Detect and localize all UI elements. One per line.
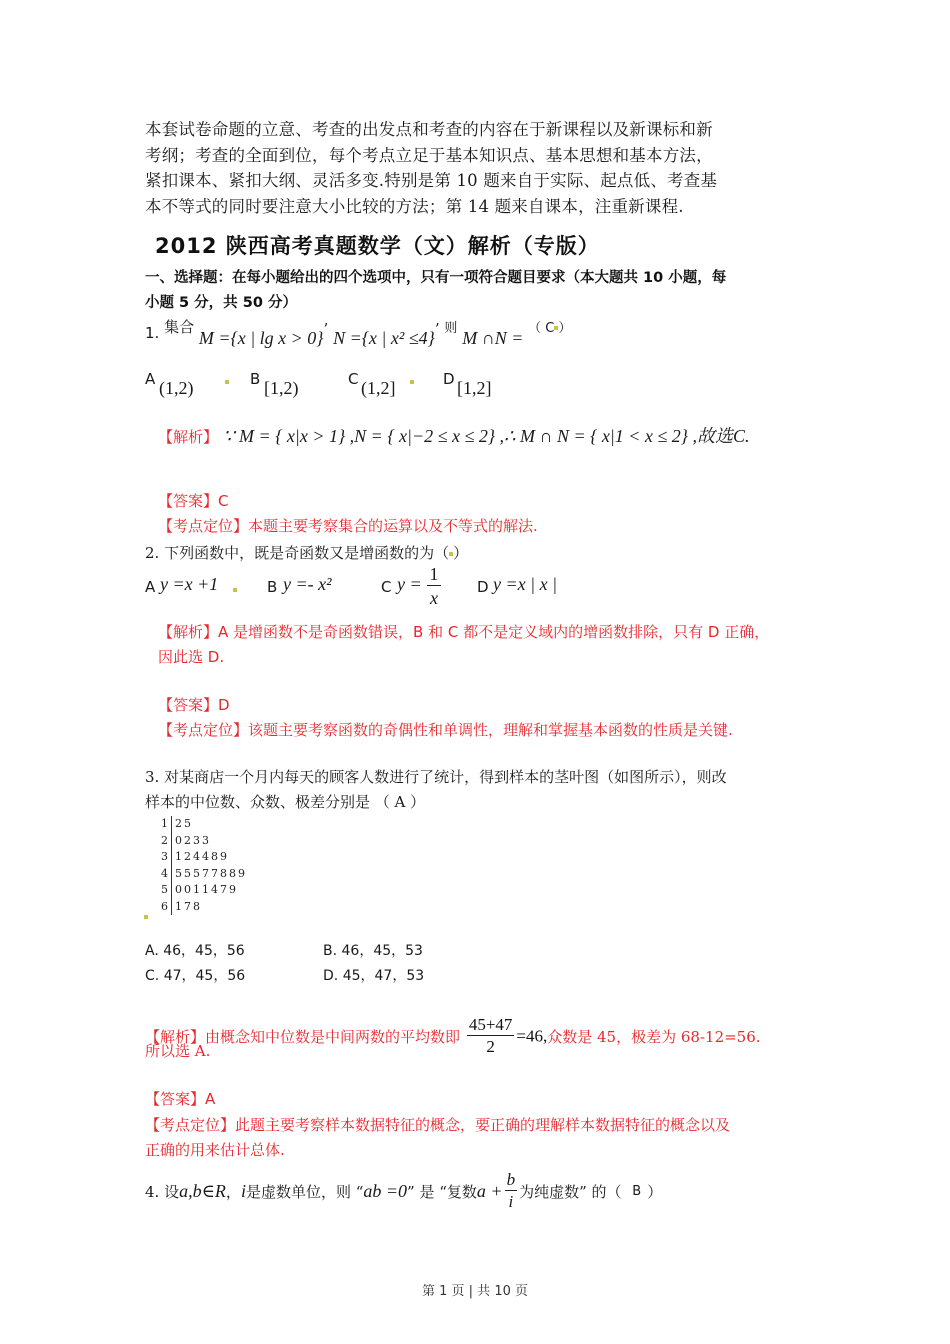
option-value: [1,2) [264,378,299,398]
marker-dot [144,915,148,919]
point-label: 【考点定位】 [158,517,249,535]
option-value: y =- x² [283,574,332,594]
stem-leaf-row [156,833,247,850]
stem-leaf-row [156,816,247,833]
option-value: y =x +1 [160,574,219,594]
stem: 1 [156,816,172,833]
intro-paragraph [145,117,815,219]
intro-line: 紧扣课本、紧扣大纲、灵活多变.特别是第 10 题来自于实际、起点低、考查基 [145,171,718,190]
analysis-text: 由概念知中位数是中间两数的平均数即 [205,1028,461,1046]
option-value: y = [397,574,422,594]
option-value: 46，45，53 [341,943,423,959]
analysis-label: 【解析】 [158,623,219,641]
option-letter: D. [323,968,339,984]
question-3-analysis [145,1015,761,1058]
option-letter: A. [145,943,159,959]
answer-value: A [205,1090,216,1108]
math-set-n: N ={x | x² ≤4} [333,328,435,348]
answer-mark: B [632,1184,642,1199]
fraction-result: =46, [516,1026,548,1046]
question-1-stem [145,318,572,348]
question-text: ， [225,1183,241,1201]
intro-line: 本套试卷命题的立意、考查的出发点和考查的内容在于新课程以及新课标和新 [145,120,713,139]
answer-mark-close: ） [558,321,572,336]
stem-leaf-row [156,866,247,883]
question-text: 4. 设 [145,1183,180,1201]
question-4-stem [145,1170,662,1213]
option-letter: D [443,370,455,388]
question-2-stem [145,542,468,563]
question-text: 则 [444,321,458,336]
question-1-point [158,515,538,536]
section-heading-line: 小题 5 分，共 50 分） [145,295,297,311]
stem-leaf-row [156,899,247,916]
math-expr: a + [476,1181,503,1201]
leaves: 0233 [175,833,211,847]
question-3-options [145,940,545,990]
separator: ’ [323,320,329,338]
fraction [467,1015,515,1058]
option-letter: A [145,578,156,596]
option-value: (1,2) [159,378,194,398]
leaves: 25 [175,817,193,830]
analysis-math: ∵ M = { x|x > 1} ,N = { x|−2 ≤ x ≤ 2} ,∴ M ∩ N = { x|1 < x ≤ 2} ,故选C. [223,426,750,446]
marker-dot [410,380,414,384]
option-letter: B [250,370,261,388]
point-text: 本题主要考察集合的运算以及不等式的解法. [248,517,538,535]
option-value: y =x | x | [493,574,558,594]
section-heading-line: 一、选择题：在每小题给出的四个选项中，只有一项符合题目要求（本大题共 10 小题，每 [145,270,727,286]
leaves: 124489 [175,850,229,863]
fraction-numerator: 1 [427,564,441,586]
analysis-label: 【解析】 [145,1028,206,1046]
option-letter: D [477,578,489,596]
math-intersection: M ∩N = [462,328,524,348]
stem-leaf-plot [156,816,247,915]
fraction-numerator: 45+47 [468,1015,513,1034]
question-text: ” 是 “复数 [407,1183,477,1201]
point-label: 【考点定位】 [158,721,249,739]
math-vars: a,b∈R [179,1181,226,1201]
option-letter: C [348,370,359,388]
stem: 3 [156,849,172,866]
answer-value: D [218,696,230,714]
option-value: [1,2] [457,378,492,398]
answer-label: 【答案】 [145,1090,206,1108]
analysis-text: 所以选 A. [145,1042,211,1060]
leaves: 178 [175,899,202,913]
fraction-denominator: x [430,588,438,608]
fraction [505,1170,518,1213]
stem: 5 [156,882,172,899]
intro-line: 考纲；考查的全面到位，每个考点立足于基本知识点、基本思想和基本方法， [145,145,713,165]
analysis-label: 【解析】 [158,428,219,446]
analysis-text: 因此选 D. [158,648,225,666]
question-2-point [158,719,733,740]
question-1-answer [158,490,229,511]
question-1-analysis [158,422,750,448]
question-number: 1. [145,324,160,342]
section-heading [145,266,815,316]
math-i: i [240,1181,246,1201]
question-text-close: ） [453,544,469,562]
answer-label: 【答案】 [158,492,219,510]
option-d [323,965,424,985]
answer-value: C [218,492,229,510]
question-text: 为纯虚数” 的（ [519,1183,622,1201]
page-title: 2012 陕西高考真题数学（文）解析（专版） [155,234,600,258]
separator: ’ [434,320,440,338]
leaves: 0011479 [175,883,238,896]
option-value: 46，45，56 [163,943,245,959]
point-text: 此题主要考察样本数据特征的概念，要正确的理解样本数据特征的概念以及 [235,1116,731,1134]
question-text: 样本的中位数、众数、极差分别是 （ A ） [145,793,426,811]
leaves: 55577889 [175,866,247,880]
stem: 4 [156,866,172,883]
question-text-close: ） [647,1183,663,1201]
option-letter: A [145,370,156,388]
marker-dot [233,588,237,592]
option-c [145,965,245,985]
option-letter: C. [145,968,160,984]
stem: 6 [156,899,172,916]
intro-line: 本不等式的同时要注意大小比较的方法；第 14 题来自课本，注重新课程. [145,196,684,216]
page-footer: 第 1 页 | 共 10 页 [422,1284,528,1299]
option-letter: B [267,578,278,596]
answer-label: 【答案】 [158,696,219,714]
question-2-answer [158,694,230,715]
point-text: 正确的用来估计总体. [145,1141,285,1159]
fraction-numerator: b [506,1170,516,1189]
option-value: 47，45，56 [163,968,246,984]
stem-leaf-row [156,849,247,866]
fraction-denominator: i [508,1192,514,1211]
question-text: 2. 下列函数中，既是奇函数又是增函数的为（ [145,544,450,562]
point-text: 该题主要考察函数的奇偶性和单调性，理解和掌握基本函数的性质是关键. [248,721,733,739]
option-letter: B. [323,943,338,959]
answer-mark: （ C [528,321,555,336]
question-2-options [145,564,645,616]
question-text: 是虚数单位，则 “ [245,1183,364,1201]
marker-dot [225,380,229,384]
point-label: 【考点定位】 [145,1116,236,1134]
question-1-options [145,370,645,400]
option-a [145,940,245,960]
option-value: (1,2] [361,378,396,398]
fraction-denominator: 2 [486,1037,495,1056]
math-set-m: M ={x | lg x > 0} [198,328,324,348]
math-condition: ab =0 [363,1181,408,1201]
option-value: 45，47，53 [342,968,425,984]
question-text: 集合 [164,318,195,336]
analysis-text: 众数是 45，极差为 68-12=56. [547,1028,761,1046]
question-3-stem [145,765,727,815]
stem-leaf-row [156,882,247,899]
option-b [323,940,423,960]
option-letter: C [381,578,392,596]
question-text: 3. 对某商店一个月内每天的顾客人数进行了统计，得到样本的茎叶图（如图所示），则改 [145,768,727,786]
question-3-answer [145,1088,215,1109]
analysis-text: A 是增函数不是奇函数错误，B 和 C 都不是定义域内的增函数排除，只有 D 正确， [218,623,770,641]
question-3-point [145,1113,815,1163]
question-2-analysis [158,620,823,670]
stem: 2 [156,833,172,850]
